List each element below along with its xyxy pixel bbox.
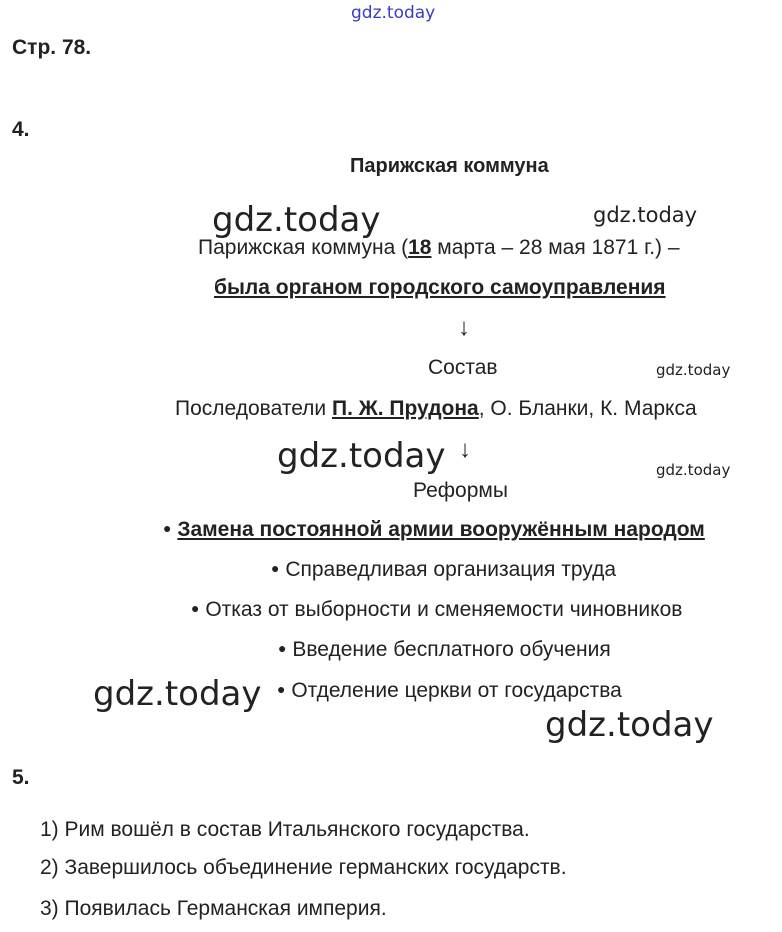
reform-text: Введение бесплатного обучения	[292, 638, 611, 661]
watermark: gdz.today	[656, 361, 731, 379]
watermark: gdz.today	[593, 203, 698, 227]
definition-date-highlight: 18	[408, 236, 432, 259]
watermark: gdz.today	[212, 200, 381, 240]
reform-item	[277, 679, 622, 703]
composition-text: Последователи	[175, 397, 332, 420]
arrow-down-icon: ↓	[458, 314, 470, 341]
definition-text: марта – 28 мая 1871 г.) –	[431, 236, 680, 259]
reform-text: Замена постоянной армии вооружённым народом	[177, 518, 705, 541]
reform-text: Отказ от выборности и сменяемости чиновников	[205, 598, 683, 621]
definition-line	[198, 236, 680, 260]
arrow-down-icon: ↓	[459, 436, 471, 463]
answer-item: 1) Рим вошёл в состав Итальянского государства.	[40, 818, 530, 841]
composition-line	[175, 397, 697, 421]
watermark: gdz.today	[277, 436, 446, 476]
top-watermark: gdz.today	[351, 3, 436, 23]
watermark: gdz.today	[545, 705, 714, 745]
answer-item: 3) Появилась Германская империя.	[40, 897, 387, 920]
reform-text: Отделение церкви от государства	[291, 679, 622, 702]
bullet-icon: ●	[191, 600, 200, 616]
bullet-icon: ●	[278, 640, 287, 656]
composition-highlight: П. Ж. Прудона	[332, 397, 479, 420]
task-4-number: 4.	[12, 118, 30, 141]
bullet-icon: ●	[163, 520, 172, 536]
task-5-number: 5.	[12, 766, 30, 789]
bullet-icon: ●	[277, 681, 286, 697]
watermark: gdz.today	[656, 461, 731, 479]
reform-item	[163, 518, 705, 542]
reforms-heading: Реформы	[413, 479, 508, 502]
watermark: gdz.today	[93, 674, 262, 714]
reform-item	[271, 558, 616, 582]
composition-text: , О. Бланки, К. Маркса	[478, 397, 697, 420]
bullet-icon: ●	[271, 560, 280, 576]
diagram-title: Парижская коммуна	[350, 155, 549, 177]
reform-item	[191, 598, 682, 622]
composition-heading: Состав	[428, 356, 498, 379]
definition-conclusion: была органом городского самоуправления	[214, 276, 666, 299]
reform-item	[278, 638, 611, 662]
definition-text: Парижская коммуна (	[198, 236, 409, 259]
reform-text: Справедливая организация труда	[285, 558, 617, 581]
answer-item: 2) Завершилось объединение германских государств.	[40, 856, 567, 879]
page-label: Стр. 78.	[12, 36, 92, 59]
